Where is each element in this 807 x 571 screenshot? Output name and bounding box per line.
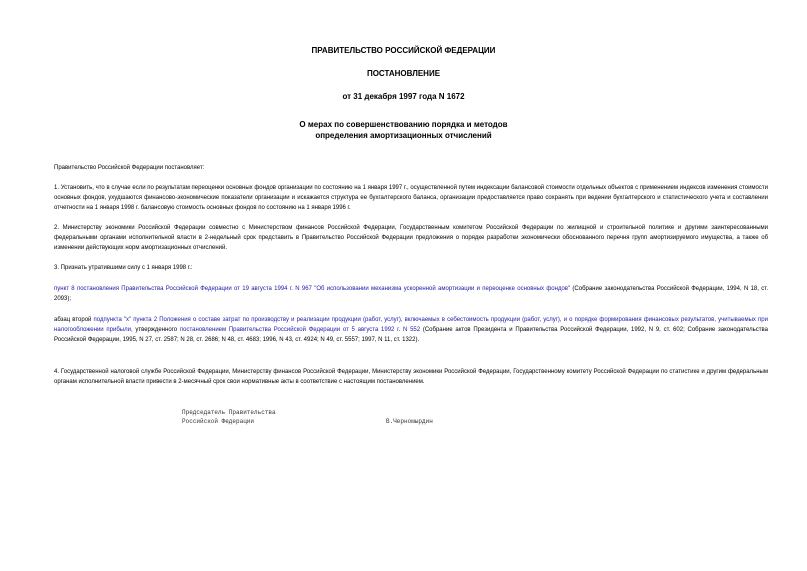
- title-line-1: О мерах по совершенствованию порядка и методов: [299, 120, 508, 129]
- subpoint-x-link[interactable]: подпункта "х" пункта 2 Положения о составе затрат по производству и реализации продукции (работ, услуг), включаемых в себестоимость продукции (работ, услуг), и о порядке формирования финансовых результатов, учитываемых при налогообложении прибыли,: [54, 317, 768, 333]
- title-line-2: определения амортизационных отчислений: [315, 131, 492, 140]
- paragraph-3a: [54, 284, 768, 304]
- resolution-967-link[interactable]: пункт 8 постановления Правительства Российской Федерации от 19 августа 1994 г. N 967 "Об использовании механизма ускоренной амортизации и переоценке основных фондов": [54, 286, 571, 292]
- paragraph-4: [54, 367, 768, 387]
- signature-title-line-2: Российской Федерации: [182, 418, 255, 425]
- doc-type: ПОСТАНОВЛЕНИЕ: [366, 69, 441, 78]
- date-number: от 31 декабря 1997 года N 1672: [342, 92, 465, 101]
- paragraph-3b-start: абзац второй: [54, 317, 94, 323]
- paragraph-3-text: 3. Признать утратившими силу с 1 января 1998 г.:: [54, 265, 193, 271]
- intro-paragraph: [54, 163, 768, 173]
- paragraph-3b: [54, 315, 768, 345]
- paragraph-2: [54, 223, 768, 253]
- paragraph-4-text: 4. Государственной налоговой службе Российской Федерации, Министерству финансов Российской Федерации, Министерству экономики Российской Федерации, Государственному комитету Российской Федерации по статистике и другим федеральным органам исполнительной власти привести в 2-месячный срок свои нормативные акты в соответствие с настоящим постановлением.: [54, 369, 768, 385]
- government-header: ПРАВИТЕЛЬСТВО РОССИЙСКОЙ ФЕДЕРАЦИИ: [311, 46, 496, 55]
- paragraph-2-text: 2. Министерству экономики Российской Федерации совместно с Министерством финансов Российской Федерации, Государственным комитетом Российской Федерации по жилищной и строительной политике и другими заинтересованными федеральными органами исполнительной власти в 2-недельный срок представить в Правительство Российской Федерации предложения о порядке разработки экономически обоснованного перечня групп амортизируемого имущества, а также об изменении действующих норм амортизационных отчислений.: [54, 225, 768, 251]
- paragraph-1: [54, 183, 768, 213]
- paragraph-3b-rest: (Собрание актов Президента и Правительства Российской Федерации, 1992, N 9, ст. 602; Собрание законодательства Российской Федерации, 1995, N 27, ст. 2587; N 28, ст. 2686; N 48, ст. 4683; 1996, N 43, ст. 4924; N 49, ст. 5557; 1997, N 11, ст. 1322).: [54, 327, 768, 343]
- signature-title-line-1: Председатель Правительства: [182, 409, 276, 416]
- paragraph-3: [54, 263, 768, 273]
- resolution-552-link[interactable]: постановлением Правительства Российской Федерации от 5 августа 1992 г. N 552: [179, 327, 421, 333]
- paragraph-3a-rest: (Собрание законодательства Российской Федерации, 1994, N 18, ст. 2093);: [54, 286, 768, 302]
- intro-text: Правительство Российской Федерации постановляет:: [54, 165, 205, 171]
- paragraph-3b-mid: утвержденного: [132, 327, 180, 333]
- signature-name: В.Черномырдин: [386, 418, 433, 425]
- paragraph-1-text: 1. Установить, что в случае если по результатам переоценки основных фондов организации по состоянию на 1 января 1997 г., осуществленной путем индексации балансовой стоимости отдельных объектов с применением индексов изменения стоимости основных фондов, ухудшаются финансово-экономические показатели организации и искажается структура ее бухгалтерского баланса, организации предоставляется право сохранять при ведении бухгалтерского и статистического учета и составлении отчетности на 1 января 1998 г. балансовую стоимость основных фондов по состоянию на 1 января 1996 г.: [54, 185, 768, 211]
